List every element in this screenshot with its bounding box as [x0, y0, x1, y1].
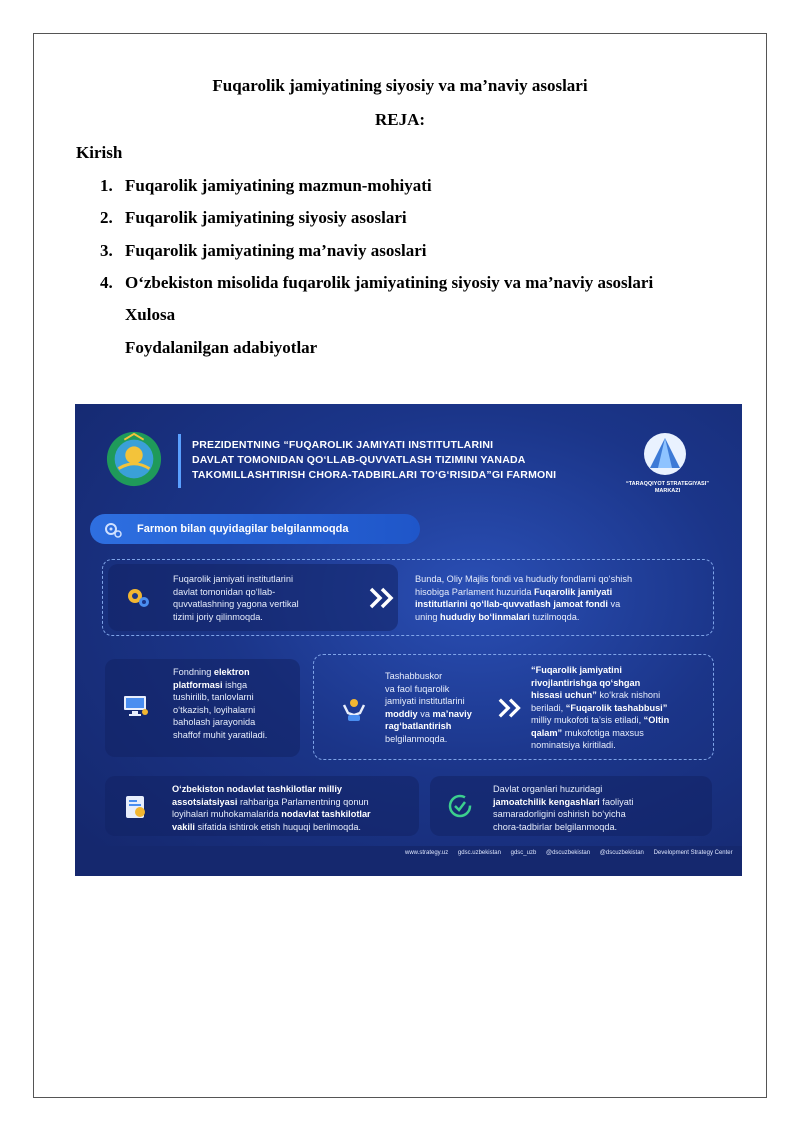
- text-bold: Fuqarolik jamiyati: [534, 586, 613, 597]
- plan-item-1: [100, 176, 432, 196]
- text-run: hisobiga Parlament huzurida: [415, 586, 534, 597]
- header-line: TAKOMILLASHTIRISH CHORA-TADBIRLARI TO‘G‘RISIDA”GI FARMONI: [192, 469, 557, 481]
- text-line: jamiyati institutlarini: [385, 696, 465, 706]
- plan-item-number: 3.: [100, 241, 113, 260]
- text-line: va faol fuqarolik: [385, 683, 450, 694]
- text-bold: rivojlantirishga qo‘shgan: [531, 677, 641, 688]
- plan-item-4: [100, 273, 653, 293]
- text-run: rahbariga Parlamentning qonun: [237, 796, 369, 807]
- text-bold: hissasi uchun”: [531, 690, 597, 700]
- plan-item-number: 1.: [100, 176, 113, 195]
- text-bold: elektron: [213, 667, 250, 677]
- text-run: sifatida ishtirok etish huquqi berilmoqda.: [195, 821, 361, 832]
- text-run: ko‘krak nishoni: [596, 690, 661, 700]
- plan-item-text: Fuqarolik jamiyatining ma’naviy asoslari: [125, 241, 427, 260]
- text-line: belgilanmoqda.: [385, 733, 448, 744]
- text-run: loyihalari muhokamalarida: [172, 809, 282, 819]
- header-line: DAVLAT TOMONIDAN QO‘LLAB-QUVVATLASH TIZIMINI YANADA: [192, 454, 526, 466]
- text-run: va: [607, 599, 621, 609]
- text-line: baholash jarayonida: [173, 717, 256, 727]
- text-line: samaradorligini oshirish bo‘yicha: [493, 809, 626, 819]
- website-link[interactable]: www.strategy.uz: [405, 850, 449, 856]
- text-run: milliy mukofoti ta’sis etiladi,: [531, 715, 644, 725]
- header-divider: [178, 434, 181, 488]
- text-bold: “Oltin: [643, 715, 670, 725]
- logo-caption-line: “TARAQQIYOT STRATEGIYASI”: [625, 481, 709, 487]
- text-run: tuzilmoqda.: [529, 611, 580, 622]
- text-bold: institutlarini qo‘llab-quvvatlash jamoat fondi: [415, 599, 608, 609]
- text-line: Bunda, Oliy Majlis fondi va hududiy fondlarni qo‘shish: [415, 574, 633, 584]
- text-bold: jamoatchilik kengashlari: [493, 796, 600, 807]
- text-bold: moddiy: [385, 708, 418, 719]
- text-line: shaffof muhit yaratiladi.: [173, 729, 268, 740]
- logo-caption-line: MARKAZI: [654, 488, 681, 494]
- footer-links: [405, 850, 741, 856]
- text-run: uning: [415, 611, 441, 622]
- plan-item-2: [100, 208, 407, 228]
- box5-text: [493, 783, 708, 833]
- text-line: tushirilib, tanlovlarni: [173, 692, 254, 702]
- check-circle-icon: [448, 794, 472, 818]
- text-line: davlat tomonidan qo‘llab-: [173, 586, 276, 597]
- instagram-link[interactable]: @dscuzbekistan: [599, 850, 644, 856]
- box3-text: [385, 670, 510, 745]
- raised-hands-icon: [340, 697, 368, 723]
- text-bold: hududiy bo‘linmalari: [440, 611, 530, 622]
- state-emblem-icon: [105, 430, 163, 488]
- decree-infographic: [75, 404, 742, 876]
- youtube-link[interactable]: Development Strategy Center: [653, 850, 733, 856]
- facebook-link[interactable]: gdsc.uzbekistan: [457, 850, 501, 856]
- box1b-text: [415, 573, 710, 623]
- text-line: Davlat organlari huzuridagi: [493, 784, 603, 794]
- section-tag-label: Farmon bilan quyidagilar belgilanmoqda: [137, 523, 349, 535]
- text-bold: vakili: [172, 821, 195, 832]
- double-chevron-right-icon: [368, 586, 398, 610]
- text-bold: nodavlat tashkilotlar: [281, 809, 371, 819]
- text-bold: platformasi: [173, 679, 223, 690]
- plan-item-number: 2.: [100, 208, 113, 227]
- text-line: nominatsiya kiritiladi.: [531, 740, 616, 750]
- text-bold: “Fuqarolik tashabbusi”: [565, 702, 668, 713]
- header-title: [192, 438, 632, 483]
- document-chart-icon: [123, 794, 149, 820]
- text-line: tizimi joriy qilinmoqda.: [173, 611, 263, 622]
- box4-text: [172, 783, 417, 833]
- box1-text: [173, 573, 373, 623]
- text-run: mukofotiga maxsus: [562, 727, 644, 738]
- telegram-link[interactable]: @dscuzbekistan: [545, 850, 591, 856]
- text-run: Fondning: [173, 667, 214, 677]
- text-run: beriladi,: [531, 702, 566, 713]
- intro-heading: Kirish: [76, 143, 123, 162]
- plan-item-text: Fuqarolik jamiyatining mazmun-mohiyati: [125, 176, 432, 195]
- box3b-text: [531, 664, 711, 752]
- conclusion-item: Xulosa: [125, 305, 176, 324]
- strategy-center-logo-icon: [642, 432, 688, 476]
- plan-heading: REJA:: [374, 110, 426, 129]
- plan-item-3: [100, 241, 426, 261]
- plan-item-text: O‘zbekiston misolida fuqarolik jamiyatining siyosiy va ma’naviy asoslari: [125, 273, 654, 292]
- text-line: Tashabbuskor: [385, 671, 443, 681]
- infographic-header: [75, 420, 742, 500]
- text-line: Fuqarolik jamiyati institutlarini: [173, 574, 293, 584]
- text-bold: qalam”: [531, 727, 563, 738]
- plan-item-number: 4.: [100, 273, 113, 292]
- document-title: Fuqarolik jamiyatining siyosiy va ma’naviy asoslari: [212, 76, 588, 95]
- text-bold: ma’naviy: [432, 708, 472, 719]
- text-run: ishga: [222, 679, 248, 690]
- header-line: PREZIDENTNING “FUQAROLIK JAMIYATI INSTITUTLARINI: [192, 439, 494, 451]
- double-chevron-right-icon: [497, 696, 525, 720]
- text-bold: rag‘batlantirish: [385, 721, 452, 731]
- text-line: quvvatlashning yagona vertikal: [173, 599, 299, 609]
- references-item: Foydalanilgan adabiyotlar: [125, 338, 318, 357]
- plan-item-text: Fuqarolik jamiyatining siyosiy asoslari: [125, 208, 407, 227]
- text-run: va: [417, 708, 433, 719]
- gears-icon: [103, 520, 123, 540]
- text-bold: “Fuqarolik jamiyatini: [531, 665, 622, 675]
- monitor-icon: [122, 694, 150, 718]
- text-bold: O‘zbekiston nodavlat tashkilotlar milliy: [172, 784, 343, 794]
- box2-text: [173, 666, 298, 741]
- gear-icon: [125, 584, 151, 610]
- text-run: faoliyati: [599, 796, 634, 807]
- text-bold: assotsiatsiyasi: [172, 796, 238, 807]
- text-line: chora-tadbirlar belgilanmoqda.: [493, 821, 618, 832]
- logo-caption: [615, 481, 720, 495]
- twitter-link[interactable]: gdsc_uzb: [510, 850, 537, 856]
- text-line: o‘tkazish, loyihalarni: [173, 704, 256, 715]
